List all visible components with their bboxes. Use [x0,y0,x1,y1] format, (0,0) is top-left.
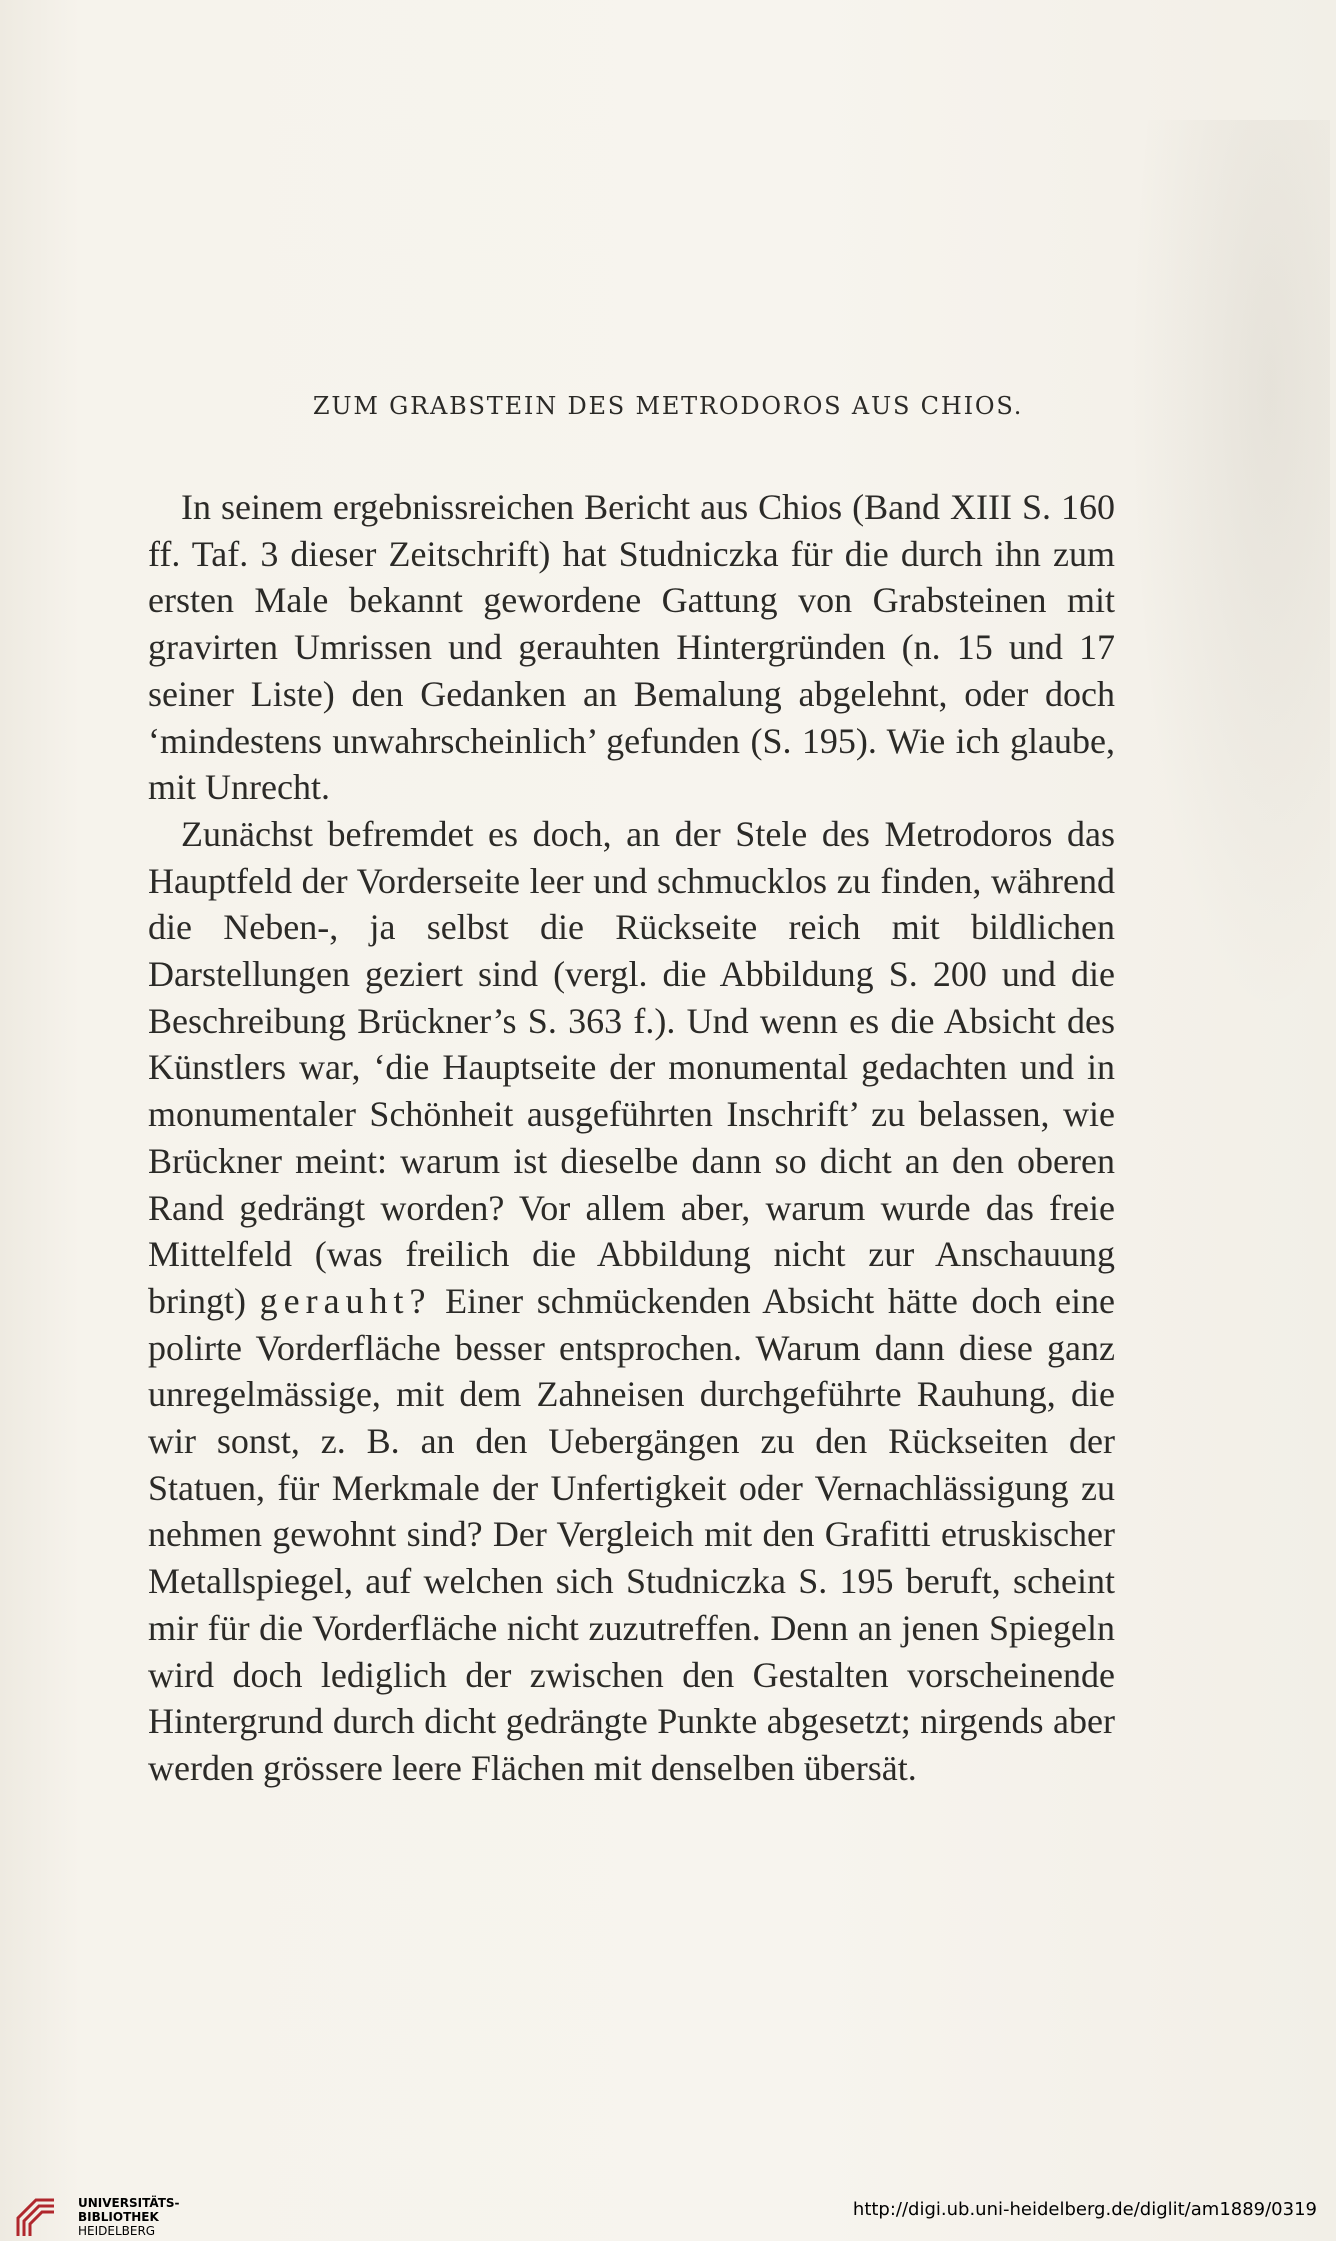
emphasized-word: gerauht? [259,1280,432,1321]
show-through-shadow [1130,120,1330,1020]
paragraph-2 [148,811,1115,1792]
article-heading: ZUM GRABSTEIN DES METRODOROS AUS CHIOS. [312,392,1024,420]
library-name-line-1: UNIVERSITÄTS- [78,2196,180,2210]
article-body [148,484,1115,1792]
paragraph-2-text-start: Zunächst befremdet es doch, an der Stele des Metrodoros das Hauptfeld der Vorderseite leer und schmucklos zu finden, während die Neben-, ja selbst die Rückseite reich mit bildlichen Darstellungen geziert sind (vergl. die Abbildung S. 200 und die Beschreibung Brückner’s S. 363 f.). Und wenn es die Absicht des Künstlers war, ‘die Hauptseite der monumental gedachten und in monumentaler Schönheit ausgeführten Inschrift’ zu belassen, wie Brückner meint: warum ist dieselbe dann so dicht an den oberen Rand gedrängt worden? Vor allem aber, warum wurde das freie Mittelfeld (was freilich die Abbildung nicht zur Anschauung bringt) [148,813,1115,1321]
library-name [78,2196,180,2238]
paragraph-1-text: In seinem ergebnissreichen Bericht aus Chios (Band XIII S. 160 ff. Taf. 3 dieser Zeitschrift) hat Studniczka für die durch ihn zum ersten Male bekannt gewordene Gattung von Grabsteinen mit gravirten Umrissen und gerauhten Hintergründen (n. 15 und 17 seiner Liste) den Gedanken an Bemalung abgelehnt, oder doch ‘mindestens unwahrscheinlich’ gefunden (S. 195). Wie ich glaube, mit Unrecht. [148,487,1115,808]
library-name-line-2: BIBLIOTHEK [78,2210,159,2224]
library-logo-icon [14,2196,58,2240]
library-name-line-3: HEIDELBERG [78,2224,156,2238]
permalink-url[interactable]: http://digi.ub.uni-heidelberg.de/diglit/am1889/0319 [852,2199,1317,2220]
paragraph-1 [148,484,1115,811]
paragraph-2-text-end: Einer schmückenden Absicht hätte doch eine polirte Vorderfläche besser entsprochen. Warum dann diese ganz unregelmässige, mit dem Zahneisen durchgeführte Rauhung, die wir sonst, z. B. an den Uebergängen zu den Rückseiten der Statuen, für Merkmale der Unfertigkeit oder Vernachlässigung zu nehmen gewohnt sind? Der Vergleich mit den Grafitti etruskischer Metallspiegel, auf welchen sich Studniczka S. 195 beruft, scheint mir für die Vorderfläche nicht zuzutreffen. Denn an jenen Spiegeln wird doch lediglich der zwischen den Gestalten vorscheinende Hintergrund durch dicht gedrängte Punkte abgesetzt; nirgends aber werden grössere leere Flächen mit denselben übersät. [148,1280,1116,1788]
